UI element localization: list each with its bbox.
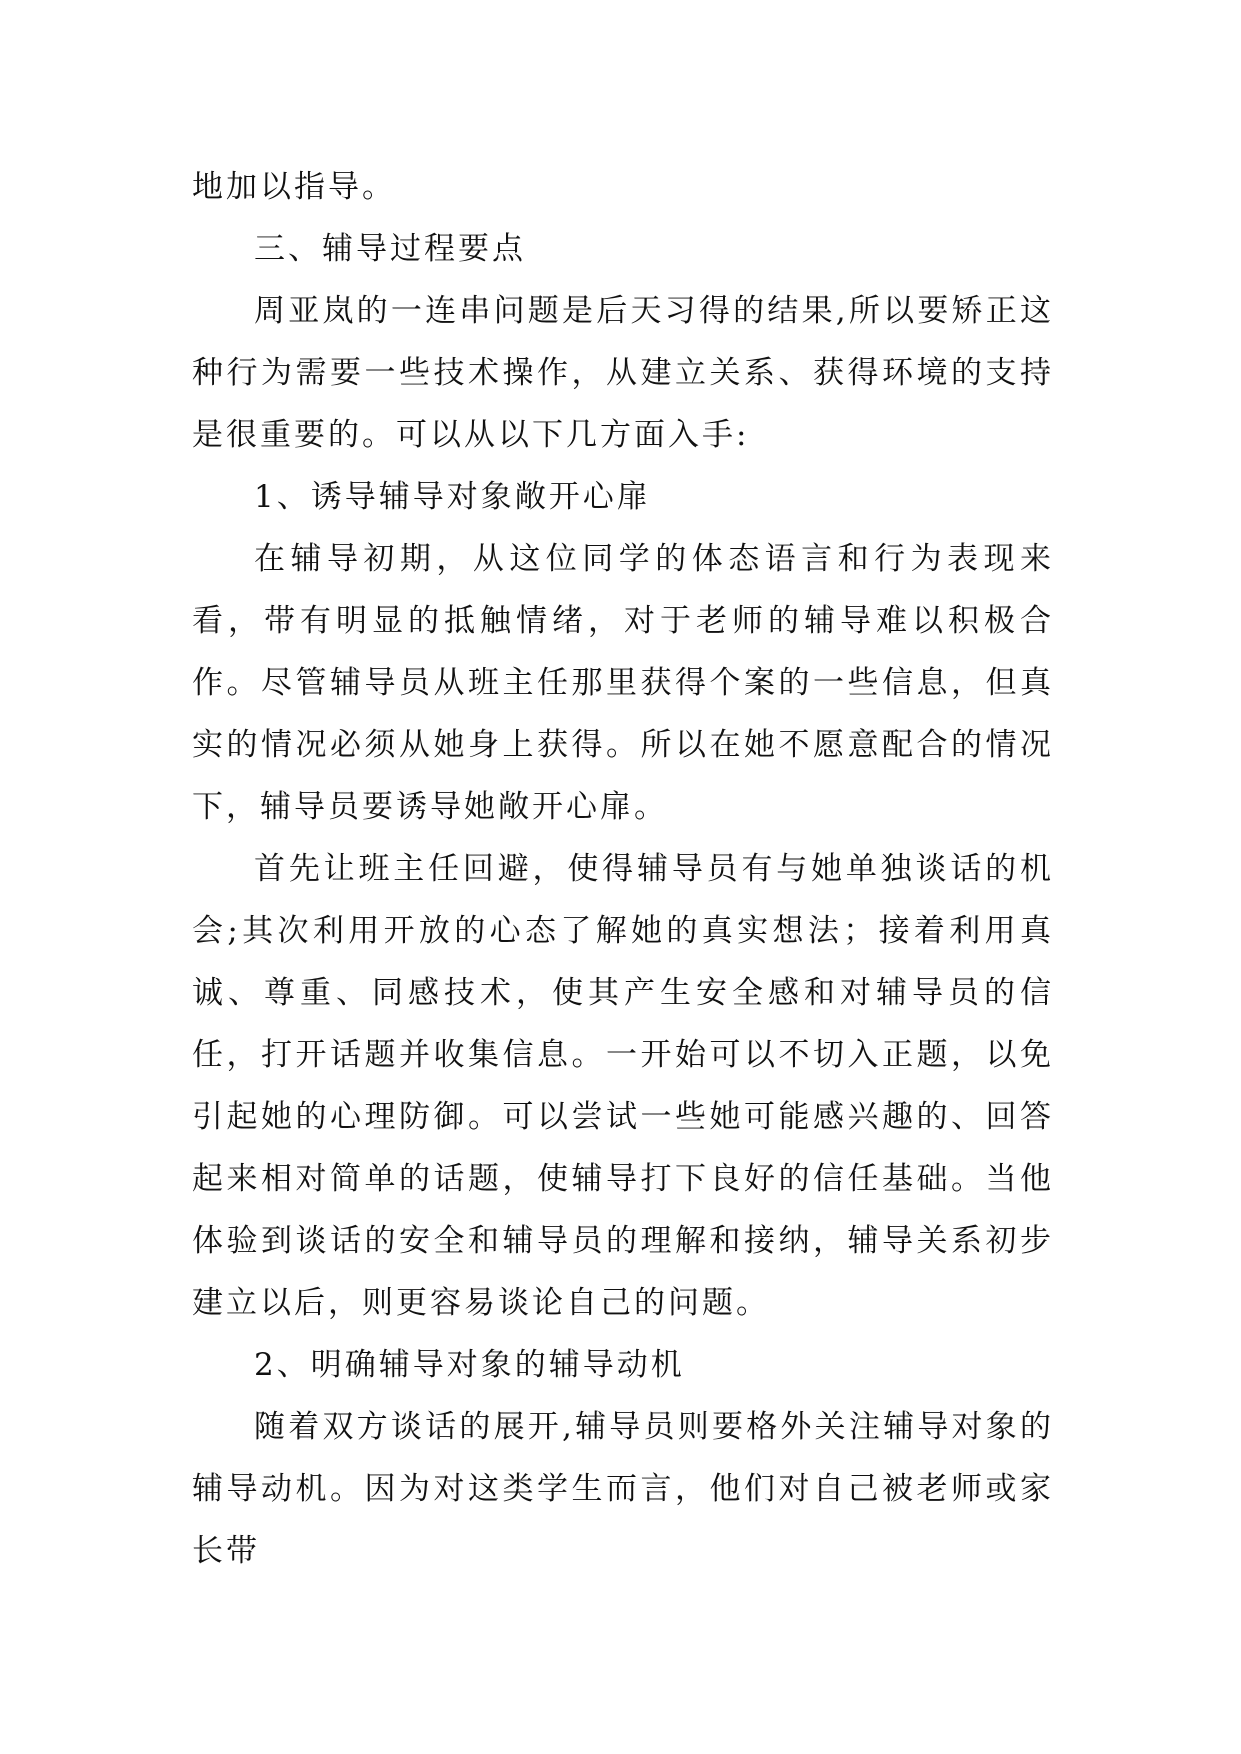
subheading-2: 2、明确辅导对象的辅导动机	[254, 1347, 685, 1383]
subheading-1: 1、诱导辅导对象敞开心扉	[254, 479, 651, 515]
document-body	[192, 156, 1054, 1582]
section-heading-3: 三、辅导过程要点	[254, 231, 526, 267]
paragraph-steps: 首先让班主任回避，使得辅导员有与她单独谈话的机会;其次利用开放的心态了解她的真实想法；接着利用真诚、尊重、同感技术，使其产生安全感和对辅导员的信任，打开话题并收集信息。一开始可以不切入正题，以免引起她的心理防御。可以尝试一些她可能感兴趣的、回答起来相对简单的话题，使辅导打下良好的信任基础。当他体验到谈话的安全和辅导员的理解和接纳，辅导关系初步建立以后，则更容易谈论自己的问题。	[192, 851, 1054, 1321]
paragraph-initial-phase: 在辅导初期，从这位同学的体态语言和行为表现来看，带有明显的抵触情绪，对于老师的辅导难以积极合作。尽管辅导员从班主任那里获得个案的一些信息，但真实的情况必须从她身上获得。所以在她不愿意配合的情况下，辅导员要诱导她敞开心扉。	[192, 541, 1054, 825]
paragraph-motivation: 随着双方谈话的展开,辅导员则要格外关注辅导对象的辅导动机。因为对这类学生而言，他们对自己被老师或家长带	[192, 1409, 1054, 1569]
paragraph-intro: 周亚岚的一连串问题是后天习得的结果,所以要矫正这种行为需要一些技术操作，从建立关系、获得环境的支持是很重要的。可以从以下几方面入手:	[192, 293, 1054, 453]
paragraph-continuation: 地加以指导。	[192, 169, 396, 205]
